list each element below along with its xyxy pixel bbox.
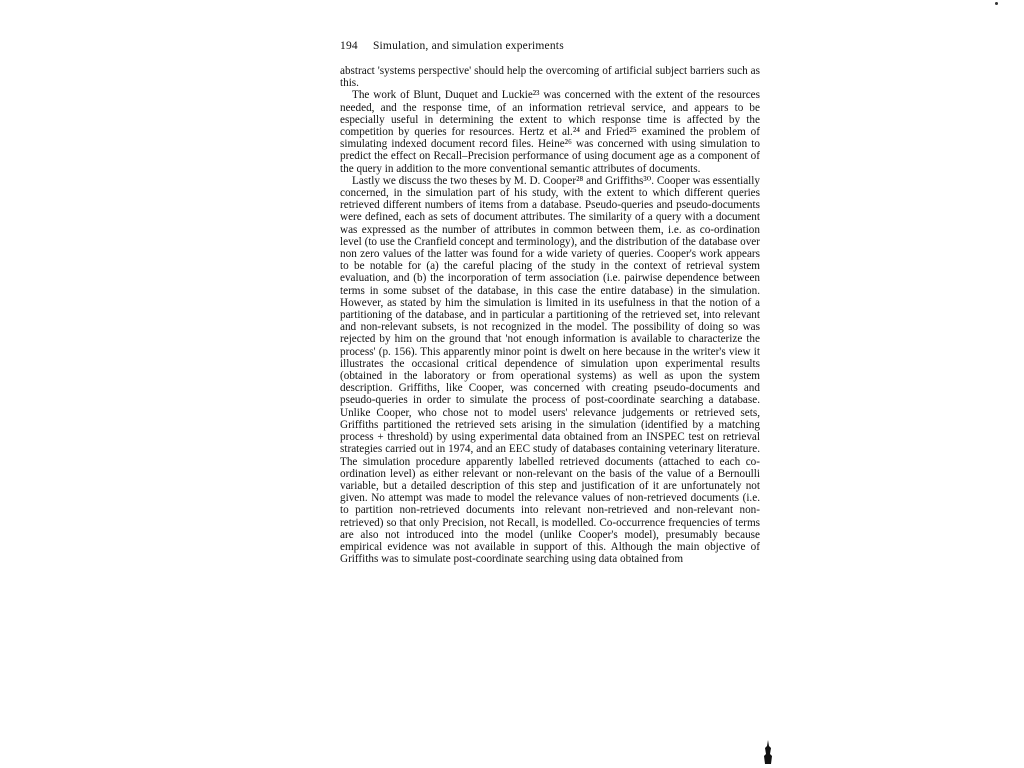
- page-number: 194: [340, 40, 358, 52]
- running-title: Simulation, and simulation experiments: [372, 40, 564, 52]
- paragraph-cooper-griffiths: Lastly we discuss the two theses by M. D. Cooper²⁸ and Griffiths³⁰. Cooper was essentially concerned, in the simulation part of his study, with the extent to which different queries retrieved different numbers of items from a database. Pseudo-queries and pseudo-documents were defined, each as sets of document attributes. The similarity of a query with a document was expressed as the number of attributes in common between them, i.e. as co-ordination level (to use the Cranfield concept and terminology), and the distribution of the database over non zero values of the latter was found for a wide variety of queries. Cooper's work appears to be notable for (a) the careful placing of the study in the context of retrieval system evaluation, and (b) the incorporation of term association (i.e. pairwise dependence between terms in some subset of the database, in this case the entire database) in the simulation. However, as stated by him the simulation is limited in its usefulness in that the notion of a partitioning of the database, and in particular a partitioning of the retrieved set, into relevant and non-relevant subsets, is not recognized in the model. The possibility of doing so was rejected by him on the ground that 'not enough information is available to characterize the process' (p. 156). This apparently minor point is dwelt on here because in the writer's view it illustrates the occasional critical dependence of simulation upon experimental results (obtained in the laboratory or from operational systems) as well as upon the system description. Griffiths, like Cooper, was concerned with creating pseudo-documents and pseudo-queries in order to simulate the process of post-coordinate searching a database. Unlike Cooper, who chose not to model users' relevance judgements or retrieved sets, Griffiths partitioned the retrieved sets arising in the simulation (identified by a matching process + threshold) by using experimental data obtained from an INSPEC test on retrieval strategies carried out in 1974, and an EEC study of databases containing veterinary literature. The simulation procedure apparently labelled retrieved documents (attached to each co-ordination level) as either relevant or non-relevant on the basis of the value of a Bernoulli variable, but a detailed description of this step and justification of it are unfortunately not given. No attempt was made to model the relevance values of non-retrieved documents (i.e. to partition non-retrieved documents into relevant non-retrieved and non-relevant non-retrieved) so that only Precision, not Recall, is modelled. Co-occurrence frequencies of terms are also not introduced into the model (unlike Cooper's model), presumably because empirical evidence was not available in support of this. Although the main objective of Griffiths was to simulate post-coordinate searching using data obtained from: [340, 174, 760, 566]
- paragraph-blunt-duquet-luckie: The work of Blunt, Duquet and Luckie²³ was concerned with the extent of the resources needed, and the response time, of an information retrieval service, and appears to be especially useful in determining the extent to which response time is affected by the competition by queries for resources. Hertz et al.²⁴ and Fried²⁵ examined the problem of simulating indexed document record files. Heine²⁶ was concerned with using simulation to predict the effect on Recall–Precision performance of using document age as a component of the query in addition to the more conventional semantic attributes of documents.: [340, 89, 760, 175]
- body-text: [340, 65, 760, 565]
- scan-edge-mark: [764, 740, 772, 764]
- paragraph-continuation: abstract 'systems perspective' should help the overcoming of artificial subject barriers such as this.: [340, 65, 760, 90]
- running-header: [340, 40, 564, 52]
- scan-speck: [995, 2, 998, 5]
